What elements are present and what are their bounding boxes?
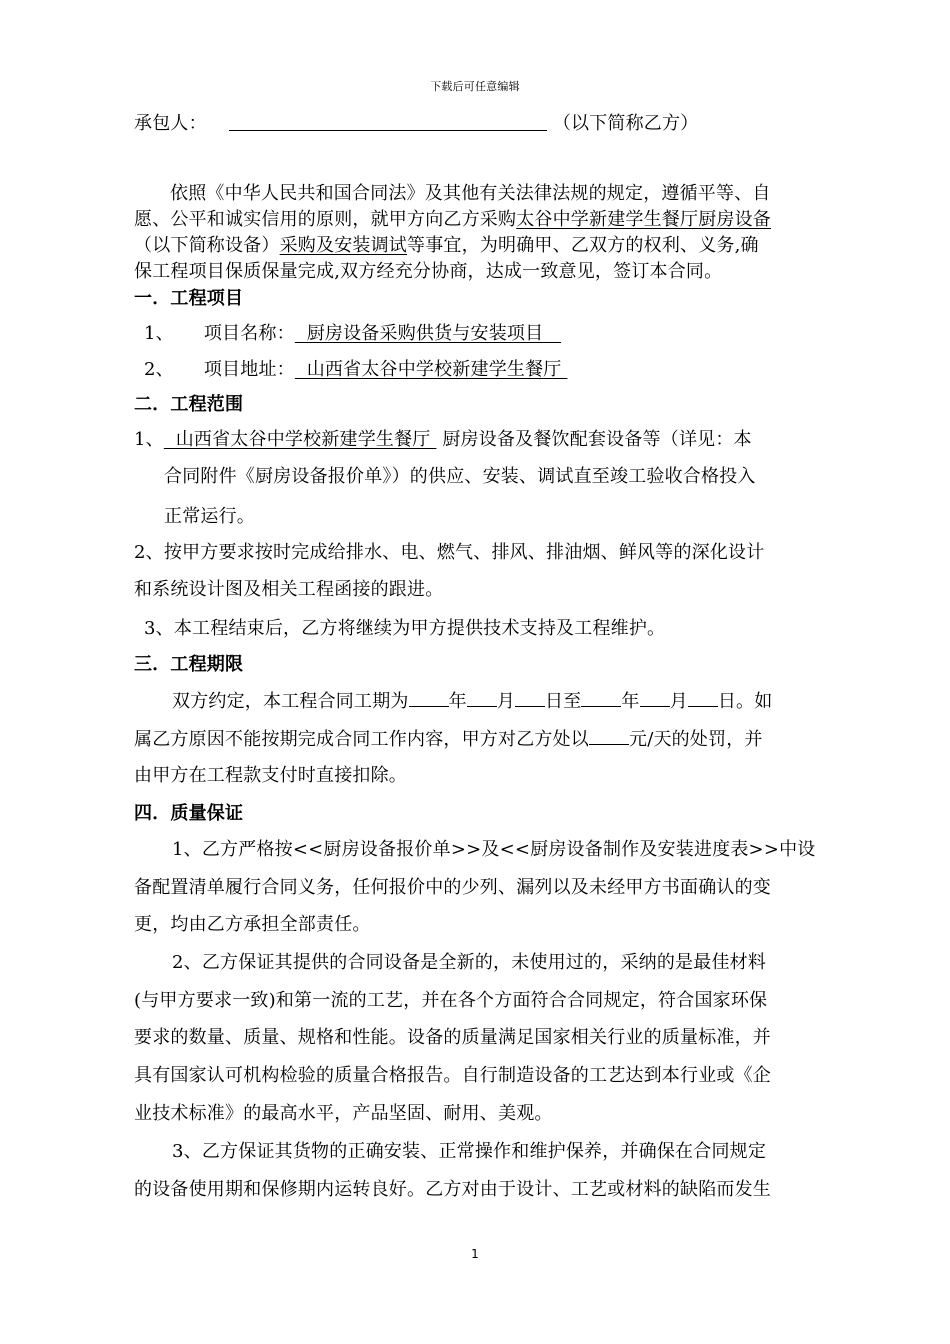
purchase-subject: 太谷中学新建学生餐厅厨房设备 [516,209,772,230]
scope-item-1-line-2: 合同附件《厨房设备报价单》）的供应、安装、调试直至竣工验收合格投入 [164,466,756,487]
scope-item-2-line-1: 2、按甲方要求按时完成给排水、电、燃气、排风、排油烟、鲜风等的深化设计 [134,542,765,563]
intro-line-1: 依照《中华人民共和国合同法》及其他有关法律法规的规定，遵循平等、自 [170,183,771,204]
project-name-value: 厨房设备采购供货与安装项目 [294,323,562,344]
period-line-2 [134,726,763,752]
scope-item-3: 3、本工程结束后，乙方将继续为甲方提供技术支持及工程维护。 [144,618,666,639]
period-line-1 [172,688,772,714]
penalty-unit: 元/天的处罚，并 [629,729,763,750]
item-number: 1、 [144,323,174,344]
intro-text: 愿、公平和诚实信用的原则，就甲方向乙方采购 [134,209,517,230]
header-note: 下载后可任意编辑 [430,80,520,93]
scope-item-2-line-2: 和系统设计图及相关工程函接的跟进。 [134,579,444,600]
quality-p2-line-4: 具有国家认可机构检验的质量合格报告。自行制造设备的工艺达到本行业或《企 [134,1065,771,1086]
start-month-blank [467,688,497,707]
end-month-blank [640,688,670,707]
start-day-blank [515,688,545,707]
quality-p2-line-3: 要求的数量、质量、规格和性能。设备的质量满足国家相关行业的质量标准，并 [134,1027,771,1048]
period-line-3: 由甲方在工程款支付时直接扣除。 [134,765,407,786]
quality-p1-line-3: 更，均由乙方承担全部责任。 [134,914,371,935]
contractor-suffix: （以下简称乙方） [552,113,699,134]
quality-p2-line-1: 2、乙方保证其提供的合同设备是全新的，未使用过的，采纳的是最佳材料 [172,952,767,973]
item-number: 2、 [144,359,174,380]
end-year-blank [581,688,621,707]
scope-text: 厨房设备及餐饮配套设备等（详见：本 [436,429,752,450]
quality-p3-line-2: 的设备使用期和保修期内运转良好。乙方对由于设计、工艺或材料的缺陷而发生 [134,1179,771,1200]
intro-line-2 [134,208,771,232]
section-4-title: 四．质量保证 [134,803,244,824]
project-address-item [144,358,567,382]
penalty-blank [589,726,629,745]
section-3-title: 三．工程期限 [134,654,244,675]
contractor-line [134,110,698,136]
month-label: 月 [669,691,688,712]
quality-p2-line-5: 业技术标准》的最高水平，产品坚固、耐用、美观。 [134,1103,553,1124]
section-2-title: 二．工程范围 [134,394,244,415]
page-number: 1 [471,1247,479,1261]
scope-item-1-line-1 [134,428,752,452]
scope-item-1-line-3: 正常运行。 [164,506,255,527]
purchase-scope: 采购及安装调试 [279,235,408,256]
start-year-blank [409,688,449,707]
end-day-blank [688,688,718,707]
intro-text: 等事宜，为明确甲、乙双方的权利、义务,确 [407,235,759,256]
scope-location-value: 山西省太谷中学校新建学生餐厅 [163,429,437,450]
intro-text: （以下简称设备） [134,235,280,256]
contractor-blank [229,110,547,131]
quality-p1-line-2: 备配置清单履行合同义务，任何报价中的少列、漏列以及未经甲方书面确认的变 [134,877,771,898]
year-label: 年 [448,691,467,712]
project-name-label: 项目名称： [203,323,295,344]
project-name-item [144,322,561,346]
project-address-label: 项目地址： [203,359,295,380]
contractor-label: 承包人： [134,113,207,134]
project-address-value: 山西省太谷中学校新建学生餐厅 [294,359,568,380]
intro-line-3 [134,234,759,258]
section-1-title: 一．工程项目 [134,288,244,309]
period-text: 属乙方原因不能按期完成合同工作内容，甲方对乙方处以 [134,729,589,750]
day-label: 日。如 [717,691,773,712]
quality-p3-line-1: 3、乙方保证其货物的正确安装、正常操作和维护保养，并确保在合同规定 [172,1141,767,1162]
item-number: 1、 [134,429,164,450]
quality-p1-line-1: 1、乙方严格按<<厨房设备报价单>>及<<厨房设备制作及安装进度表>>中设 [172,839,816,860]
month-label: 月 [496,691,516,712]
intro-line-4: 保工程项目保质保量完成,双方经充分协商，达成一致意见，签订本合同。 [134,261,723,282]
period-text: 双方约定，本工程合同工期为 [172,691,409,712]
day-label: 日至 [545,691,582,712]
year-label: 年 [621,691,640,712]
quality-p2-line-2: (与甲方要求一致)和第一流的工艺，并在各个方面符合合同规定，符合国家环保 [134,990,768,1011]
